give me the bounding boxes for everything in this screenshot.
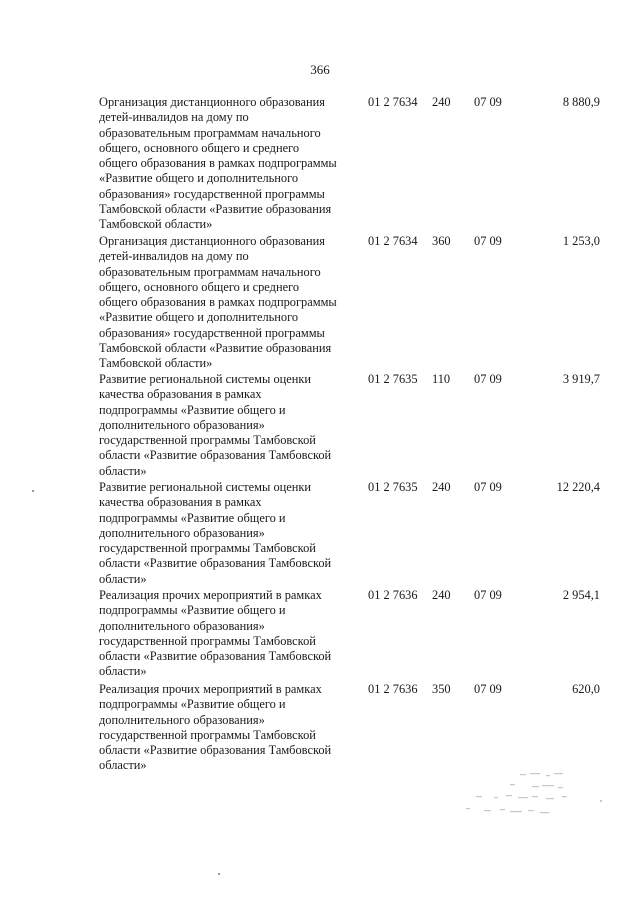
- stamp-mark: [462, 770, 612, 818]
- row-description: Организация дистанционного образования детей-инвалидов на дому по образовательным программам начального общего, основного общего и среднего общего образования в рамках подпрограммы «Развитие общего и дополнительного образования» государственной программы Тамбовской области «Развитие образования Тамбовской области»: [99, 234, 337, 371]
- row-amount: 8 880,9: [562, 95, 600, 109]
- row-target-code: 01 2 7636: [368, 682, 418, 696]
- row-amount: 2 954,1: [562, 588, 600, 602]
- row-expense-type: 240: [432, 588, 451, 602]
- row-amount: 12 220,4: [556, 480, 600, 494]
- row-expense-type: 360: [432, 234, 451, 248]
- row-amount: 1 253,0: [562, 234, 600, 248]
- row-target-code: 01 2 7634: [368, 234, 418, 248]
- row-description: Развитие региональной системы оценки качества образования в рамках подпрограммы «Развитие общего и дополнительного образования» государственной программы Тамбовской области «Развитие образования Тамбовской области»: [99, 372, 332, 478]
- row-expense-type: 240: [432, 480, 451, 494]
- row-section: 07 09: [474, 372, 502, 386]
- row-section: 07 09: [474, 234, 502, 248]
- row-target-code: 01 2 7635: [368, 480, 418, 494]
- row-section: 07 09: [474, 480, 502, 494]
- row-expense-type: 350: [432, 682, 451, 696]
- row-target-code: 01 2 7636: [368, 588, 418, 602]
- row-description: Реализация прочих мероприятий в рамках подпрограммы «Развитие общего и дополнительного образования» государственной программы Тамбовской области «Развитие образования Тамбовской области»: [99, 588, 332, 679]
- row-expense-type: 240: [432, 95, 451, 109]
- scan-speck: [218, 873, 220, 875]
- row-description: Реализация прочих мероприятий в рамках подпрограммы «Развитие общего и дополнительного образования» государственной программы Тамбовской области «Развитие образования Тамбовской области»: [99, 682, 332, 773]
- row-section: 07 09: [474, 95, 502, 109]
- page-number: 366: [310, 62, 330, 77]
- row-target-code: 01 2 7635: [368, 372, 418, 386]
- row-target-code: 01 2 7634: [368, 95, 418, 109]
- row-description: Развитие региональной системы оценки качества образования в рамках подпрограммы «Развитие общего и дополнительного образования» государственной программы Тамбовской области «Развитие образования Тамбовской области»: [99, 480, 332, 586]
- row-expense-type: 110: [432, 372, 451, 386]
- row-amount: 620,0: [572, 682, 600, 696]
- row-section: 07 09: [474, 682, 502, 696]
- row-section: 07 09: [474, 588, 502, 602]
- scan-speck: [32, 490, 34, 492]
- row-amount: 3 919,7: [562, 372, 600, 386]
- row-description: Организация дистанционного образования детей-инвалидов на дому по образовательным программам начального общего, основного общего и среднего общего образования в рамках подпрограммы «Развитие общего и дополнительного образования» государственной программы Тамбовской области «Развитие образования Тамбовской области»: [99, 95, 337, 232]
